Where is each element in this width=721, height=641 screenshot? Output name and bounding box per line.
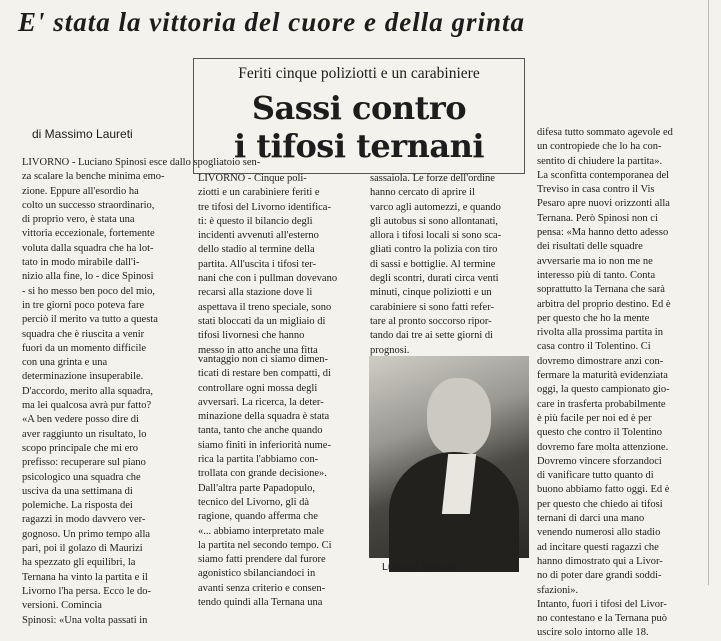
text-line: controllare ogni mossa degli: [198, 382, 318, 394]
text-line: soprattutto la Ternana che sarà: [537, 284, 665, 296]
text-line: hanno cercato di aprire il: [370, 187, 475, 199]
headline: E' stata la vittoria del cuore e della grinta: [18, 7, 525, 37]
text-line: stati bloccati da un migliaio di: [198, 315, 326, 327]
text-line: no di poter dare grandi soddi-: [537, 570, 662, 582]
text-line: tare al pronto soccorso ripor-: [370, 315, 492, 327]
text-line: per questo che chiedo ai tifosi: [537, 498, 663, 510]
byline: di Massimo Laureti: [32, 127, 133, 141]
text-line: gliati contro la polizia con tiro: [370, 244, 498, 256]
text-line: siamo finiti in inferiorità nume-: [198, 439, 331, 451]
text-line: dovremo dimostrare anzi con-: [537, 355, 664, 367]
text-line: tecnico del Livorno, gli dà: [198, 496, 310, 508]
text-line: ragione, quando afferma che: [198, 511, 318, 523]
box-title: [194, 89, 524, 165]
text-line: sfazioni».: [537, 584, 579, 596]
text-line: la partita nel secondo tempo. Ci: [198, 539, 332, 551]
text-line: venendo numerosi allo stadio: [537, 527, 661, 539]
text-line: difesa tutto sommato agevole ed: [537, 127, 673, 138]
text-line: gognoso. Un primo tempo alla: [22, 528, 151, 540]
text-line: prefisso: recuperare sul piano: [22, 457, 146, 469]
text-line: ziotti e un carabiniere feriti e: [198, 187, 320, 199]
text-line: «... abbiamo interpretato male: [198, 525, 324, 537]
box-title-line1: Sassi contro: [251, 89, 467, 127]
text-line: degli scontri, durati circa venti: [370, 273, 499, 285]
text-line: psicologico una squadra che: [22, 471, 141, 483]
text-line: vittoria eccezionale, fortemente: [22, 228, 155, 240]
text-line: La sconfitta contemporanea del: [537, 169, 670, 181]
text-line: trollata con grande decisione».: [198, 468, 327, 480]
text-line: un contropiede che lo ha con-: [537, 141, 662, 153]
text-line: carabiniere si sono fatti refer-: [370, 301, 494, 313]
text-line: LIVORNO - Cinque poli-: [198, 173, 307, 184]
text-line: agonistico sbilanciandoci in: [198, 568, 316, 580]
text-line: zione. Eppure all'esordio ha: [22, 185, 139, 197]
text-line: fermare la maturità evidenziata: [537, 370, 668, 382]
text-line: pensa: «Ma hanno detto adesso: [537, 227, 669, 239]
text-line: tato in modo mirabile dall'i-: [22, 257, 140, 269]
text-line: squadra che è riuscita a venir: [22, 328, 145, 340]
text-line: uscire solo intorno alle 18.: [537, 627, 649, 639]
article-column-5: [537, 126, 703, 639]
text-line: incidenti avvenuti all'esterno: [198, 230, 319, 242]
text-line: dei risultati delle squadre: [537, 241, 643, 253]
text-line: di vanificare tutto quanto di: [537, 470, 654, 482]
text-line: pari, poi il golazo di Maurizi: [22, 543, 143, 555]
text-line: ticati di restare ben compatti, di: [198, 368, 331, 380]
text-line: varco agli automezzi, e quando: [370, 201, 501, 213]
text-line: polemiche. La risposta dei: [22, 500, 133, 512]
text-line: ad incitare questi ragazzi che: [537, 541, 659, 553]
text-line: nizio alla fine, lo - dice Spinosi: [22, 271, 154, 283]
text-line: «A ben vedere posso dire di: [22, 414, 139, 426]
text-line: casa contro il Tolentino. Ci: [537, 341, 651, 353]
text-line: recarsi alla stazione dove li: [198, 287, 313, 299]
text-line: ma lei qualcosa avrà pur fatto?: [22, 400, 152, 412]
text-line: za scalare la benche minima emo-: [22, 171, 165, 183]
text-line: usciva da una settimana di: [22, 485, 133, 497]
text-line: con una grinta e una: [22, 357, 108, 369]
text-line: - si ho messo ben poco del mio,: [22, 285, 155, 297]
article-column-2: [198, 172, 360, 356]
text-line: questo che contro il Tolentino: [537, 427, 663, 439]
text-line: arbitra del proprio destino. Ed è: [537, 298, 671, 310]
text-line: sassaiola. Le forze dell'ordine: [370, 173, 495, 184]
text-line: fuori da un momento difficile: [22, 342, 147, 354]
text-line: Ternana ha vinto la partita e il: [22, 571, 148, 583]
text-line: allora i tifosi locali si sono sca-: [370, 230, 502, 242]
text-line: Livorno l'ha persa. Ecco le do-: [22, 585, 152, 597]
text-line: vantaggio non ci siamo dimen-: [198, 354, 329, 365]
text-line: tifosi livornesi che hanno: [198, 330, 305, 342]
text-line: Intanto, fuori i tifosi del Livor-: [537, 598, 667, 610]
text-line: aspettava il treno speciale, sono: [198, 301, 332, 313]
text-line: Dovremo vincere sforzandoci: [537, 455, 662, 467]
text-line: care in trasferta probabilmente: [537, 398, 666, 410]
text-line: Spinosi: «Una volta passati in: [22, 614, 148, 626]
text-line: gli autobus si sono allontanati,: [370, 215, 499, 227]
text-line: interesso più di tanto. Conta: [537, 269, 656, 281]
text-line: sentito di chiudere la partita».: [537, 155, 663, 167]
text-line: tanta, tanto che anche quando: [198, 425, 323, 437]
text-line: ti: è questo il bilancio degli: [198, 215, 313, 227]
text-line: buono abbiamo fatto oggi. Ed è: [537, 484, 670, 496]
box-title-line2: i tifosi ternani: [233, 127, 485, 165]
text-line: minuti, cinque poliziotti e un: [370, 287, 492, 299]
text-line: è più facile per noi ed è per: [537, 412, 652, 424]
text-line: nani che con i pullman dovevano: [198, 273, 338, 285]
portrait-photo: [369, 356, 529, 558]
photo-caption: Luciano Spinosi: [382, 561, 457, 573]
text-line: partita. All'uscita i tifosi ter-: [198, 258, 317, 270]
text-line: minazione della squadra è stata: [198, 411, 330, 423]
text-line: LIVORNO - Luciano Spinosi esce dallo spogliatoio sen-: [22, 157, 261, 168]
text-line: prognosi.: [370, 344, 410, 356]
text-line: tendo quindi alla Ternana una: [198, 597, 323, 609]
text-line: siamo fatti prendere dal furore: [198, 554, 326, 566]
text-line: no contestano e la Ternana può: [537, 613, 667, 625]
text-line: avversarie ma io non me ne: [537, 255, 653, 267]
text-line: hanno dimostrato qui a Livor-: [537, 555, 663, 567]
text-line: di sassi e bottiglie. Al termine: [370, 258, 496, 270]
text-line: di proprio vero, è stata una: [22, 214, 135, 226]
text-line: ternani di darci una mano: [537, 513, 645, 525]
page-edge: [708, 0, 721, 585]
text-line: avanti senza criterio e consen-: [198, 582, 326, 594]
text-line: scopo principale che mi ero: [22, 442, 139, 454]
text-line: versioni. Comincia: [22, 600, 102, 612]
text-line: messo in atto anche una fitta: [198, 344, 318, 356]
text-line: dovremo fare molta attenzione.: [537, 441, 669, 453]
text-line: rivolta alla prossima partita in: [537, 327, 663, 339]
text-line: D'accordo, merito alla squadra,: [22, 385, 154, 397]
text-line: aver raggiunto un risultato, lo: [22, 428, 147, 440]
text-line: tre tifosi del Livorno identifica-: [198, 201, 331, 213]
text-line: ragazzi in modo davvero ver-: [22, 514, 146, 526]
text-line: determinazione insuperabile.: [22, 371, 144, 383]
text-line: Ternana. Però Spinosi non ci: [537, 212, 658, 224]
text-line: oggi, la questo campionato gio-: [537, 384, 670, 396]
text-line: ha spezzato gli equilibri, la: [22, 557, 136, 569]
text-line: colto un successo straordinario,: [22, 199, 155, 211]
text-line: voluta dalla squadra che ha lot-: [22, 242, 154, 254]
text-line: rica la partita l'abbiamo con-: [198, 454, 319, 466]
text-line: in tre giorni poco poteva fare: [22, 299, 145, 311]
text-line: Treviso in casa contro il Vis: [537, 184, 655, 196]
article-column-3: [370, 172, 532, 356]
text-line: tando dai tre ai sette giorni di: [370, 330, 494, 342]
article-column-4: [198, 353, 358, 609]
text-line: per questo che ho la mente: [537, 312, 650, 324]
photo-head: [427, 378, 491, 456]
text-line: dello stadio al termine della: [198, 244, 315, 256]
text-line: avversari. La ricerca, la deter-: [198, 396, 324, 408]
text-line: Pesaro apre nuovi orizzonti alla: [537, 198, 670, 210]
text-line: Dall'altra parte Papadopulo,: [198, 482, 316, 494]
text-line: perciò il merito va tutto a questa: [22, 314, 158, 326]
box-kicker: Feriti cinque poliziotti e un carabiniere: [238, 65, 480, 82]
